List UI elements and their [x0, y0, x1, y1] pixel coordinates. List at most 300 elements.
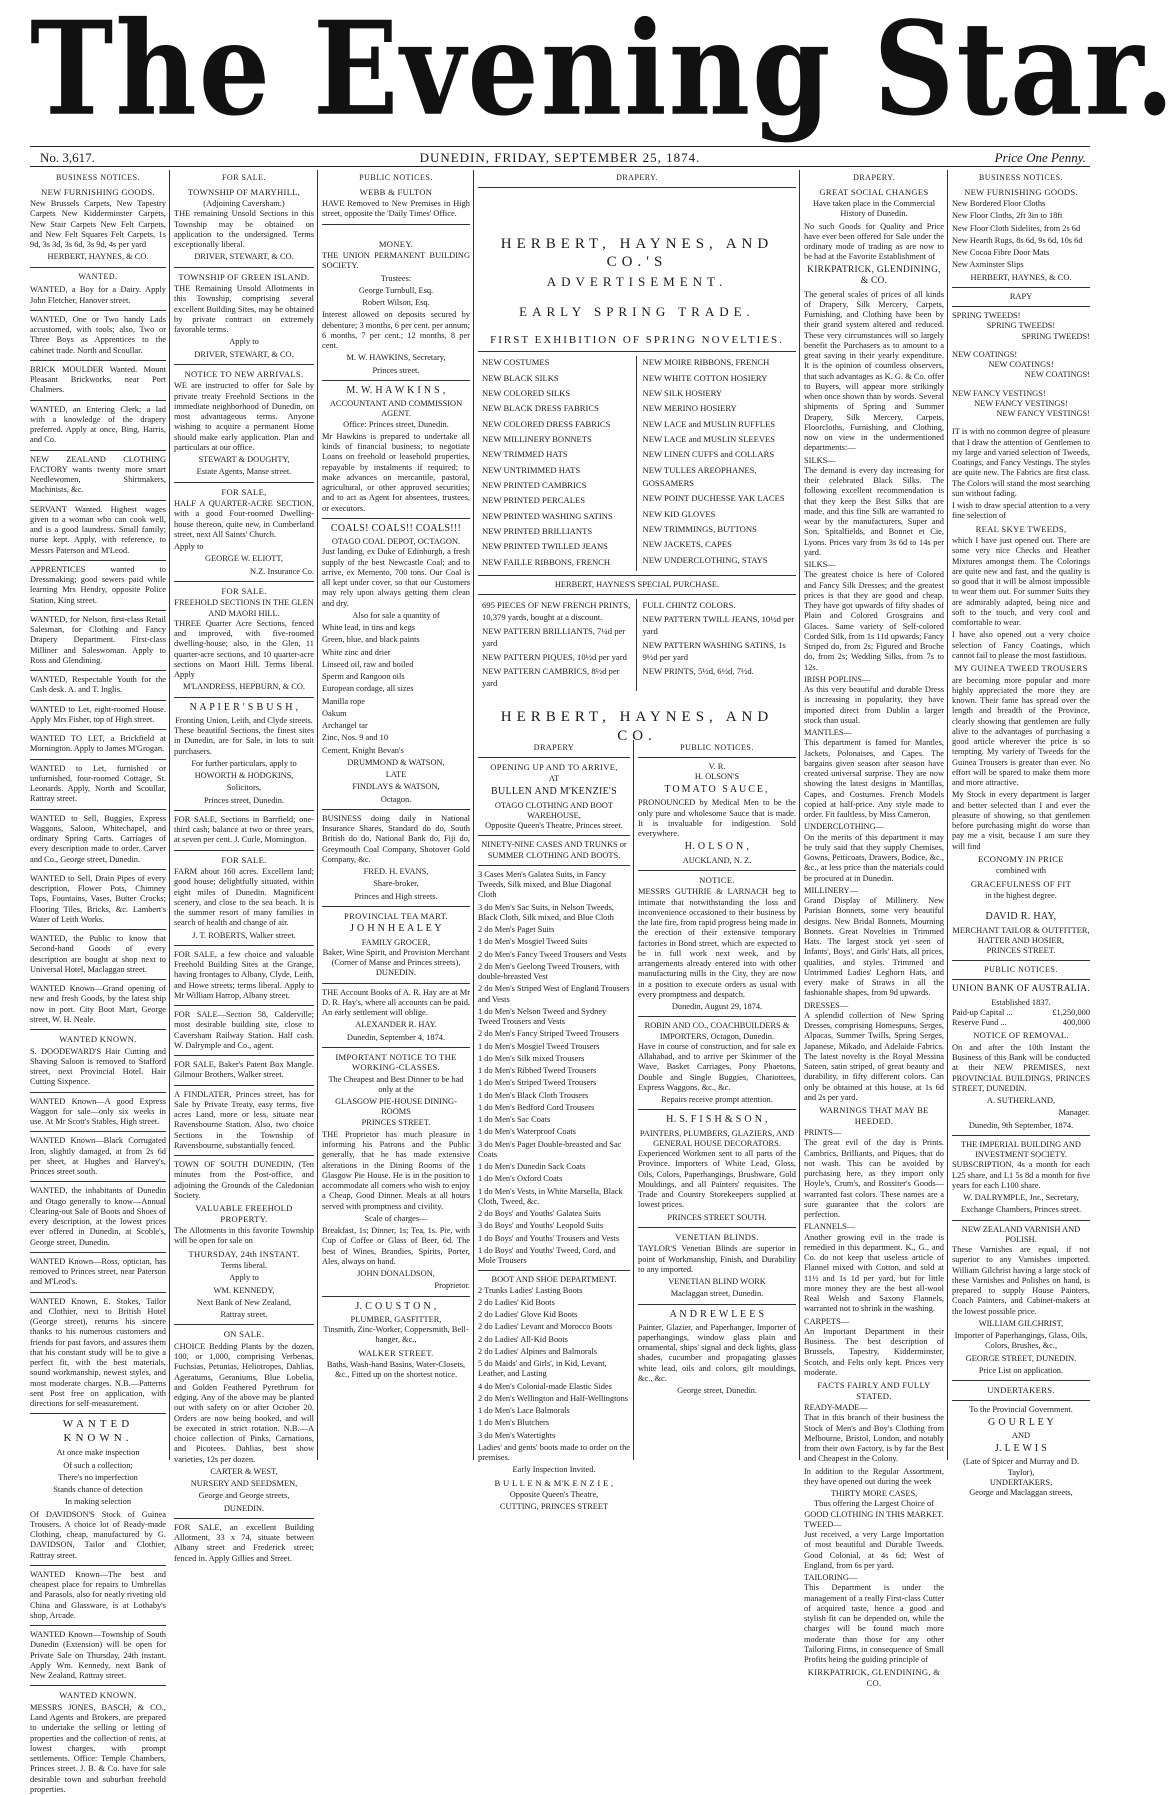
ad-signature: Princes street.	[372, 365, 420, 375]
ad-subtitle: NINETY-NINE CASES AND TRUNKS or SUMMER CLOTHING AND BOOTS.	[481, 840, 627, 860]
ad-signature: HERBERT, HAYNES, & CO.	[970, 272, 1072, 282]
reserve-row	[952, 1018, 1090, 1028]
ad-line: PRINCES STREET.	[361, 1117, 431, 1127]
list-item: NEW LINEN CUFFS and COLLARS	[642, 449, 775, 460]
list-item: NEW JACKETS, CAPES	[642, 539, 732, 550]
ad-title: KIRKPATRICK, GLENDINING, & CO.	[807, 264, 941, 287]
department-heading: DRESSES—	[804, 1000, 849, 1010]
ad-title: FOR SALE,	[221, 486, 267, 497]
list-item: 3 do Men's Paget Double-breasted and Sac Coats	[478, 1139, 622, 1159]
ad-body: A FINDLATER, Princes street, has for Sale by Private Treaty, easy terms, five acres Land, more or less, situate near Ravensbourne Station. Also, two choice Sections in the Township of Ravensbourne, substantially fenced.	[174, 1089, 314, 1150]
special-left	[478, 599, 637, 691]
ad-body: CHOICE Bedding Plants by the dozen, 100, or 1,000, comprising Verbenas, Fuchsias, Petunias, Heliotropes, Dahlias, Ageratums, Geraniums, Blue Lobelia, and Golden Feathered Pyrethrum for edging. Any of the above may be planted out with safety on or after October 20. Orders are now being booked, and will be executed in strict rotation. N.B.—A choice collection of Pinks, Carnations, and Picotees. Dahlias, best show varieties, 12s per dozen.	[174, 1341, 314, 1464]
ad-body: THE remaining Unsold Sections in this Township may be obtained on application to the undersigned. Terms exceptionally liberal.	[174, 209, 314, 250]
ad-body: My Stock in every department is larger and better selected than I and ever the pleasure of showing, so that gentlemen before purchasing might do worse than pay me a visit, because I am sure they will find	[952, 790, 1090, 851]
section-heading: BUSINESS NOTICES.	[978, 173, 1064, 182]
ad-subtitle: RAPY	[1009, 291, 1033, 301]
ad-subtitle: ECONOMY IN PRICE	[978, 853, 1064, 864]
ad-body: WANTED Known—Grand opening of new and fresh Goods, by the latest ship now in port. City Boot Mart, George street, W. H. Neale.	[30, 984, 166, 1024]
ad-line: Early Inspection Invited.	[512, 1465, 596, 1475]
department-heading: SILKS—	[804, 560, 836, 570]
ad-signature: CUTTING, PRINCES STREET	[499, 1502, 609, 1512]
special-right	[637, 599, 797, 691]
list-item: New Bordered Floor Cloths	[952, 199, 1046, 209]
dateline	[30, 146, 1090, 167]
newspaper-title: The Evening Star.	[30, 0, 1176, 145]
advert-signature: HERBERT, HAYNES, AND CO.	[500, 709, 774, 744]
ad-body: Breakfast, 1s; Dinner, 1s; Tea, 1s. Pie, with Cup of Coffee or Glass of Beer, 6d. The best of Wines, Brandies, Spirits, Porter, Ales, always on hand.	[322, 1226, 470, 1266]
list-item: 3 do Boys' and Youths' Leopold Suits	[478, 1221, 604, 1231]
department-body: As this very beautiful and durable Dress is increasing in popularity, they have imported direct from Dublin a larger stock than usual.	[804, 685, 944, 725]
boots-list	[478, 1286, 630, 1441]
ad-signature: Princes and High streets.	[354, 891, 438, 901]
department-heading: FLANNELS—	[804, 1222, 856, 1232]
reserve-label: Reserve Fund ...	[952, 1018, 1007, 1028]
ad-body: WANTED, Respectable Youth for the Cash desk. A. and T. Inglis.	[30, 675, 166, 695]
ad-line: Opposite Queen's Theatre, Princes street.	[485, 821, 623, 831]
ad-body: Baths, Wash-hand Basins, Water-Closets, &c., Fitted up on the shortest notice.	[326, 1360, 466, 1380]
ad-body: IT is with no common degree of pleasure that I draw the attention of Gentlemen to my large and varied selection of Tweeds, Coatings, and Fancy Vestings. The styles are quite new. The Fabrics are first class. The Colors will stand the most searching sun without fading.	[952, 427, 1090, 498]
ad-body: WANTED, One or Two handy Lads accustomed, with tools; also, Two or Three Boys as Apprentices to the cabinet trade. North and Scoullar.	[30, 314, 166, 355]
ad-title: M. W. H A W K I N S ,	[346, 384, 446, 396]
ad-subtitle: WARNINGS THAT MAY BE HEEDED.	[819, 1105, 929, 1126]
ad-apply: Apply to	[229, 337, 259, 347]
list-item: NEW FAILLE RIBBONS, FRENCH	[482, 556, 611, 567]
ad-signature: M. W. HAWKINS, Secretary,	[346, 353, 446, 363]
ad-signature: FINDLAYS & WATSON,	[352, 782, 440, 792]
department-list	[804, 1403, 944, 1465]
ad-signature: Manager.	[1058, 1108, 1090, 1118]
ad-signature: DRIVER, STEWART, & CO.	[194, 252, 294, 262]
ad-subtitle: ACCOUNTANT AND COMMISSION AGENT.	[329, 399, 463, 419]
ad-body: TOWN OF SOUTH DUNEDIN, (Ten minutes from the Post-office, and adjoining the Grounds of the Caledonian Society.	[174, 1160, 314, 1200]
ad-subtitle: FREEHOLD SECTIONS IN THE GLEN AND MAORI HILL.	[174, 598, 314, 618]
ad-line: To the Provincial Government.	[969, 1404, 1073, 1414]
ad-body: WANTED to Let, eight-roomed House. Apply Mrs Fisher, top of High street.	[30, 704, 166, 724]
department-heading: TAILORING—	[804, 1573, 858, 1583]
ad-body: In addition to the Regular Assortment, they have opened out during the week	[804, 1466, 944, 1486]
ad-line: Office: Princes street, Dunedin.	[343, 419, 449, 429]
list-item: 1 do Boys' and Youths' Tweed, Cord, and Mole Trousers	[478, 1245, 616, 1266]
list-item: 1 do Men's Vests, in White Marsella, Black Cloth, Tweed, &c.	[478, 1186, 623, 1206]
advert-title: HERBERT, HAYNES, AND CO.'S	[500, 235, 774, 271]
column-6	[804, 170, 944, 1688]
stairs-line: NEW FANCY VESTINGS!	[952, 388, 1046, 398]
list-item: 1 do Men's Silk mixed Trousers	[478, 1053, 585, 1063]
list-item: 1 do Men's Striped Tweed Trousers	[478, 1078, 597, 1088]
ad-line: AND	[1011, 1430, 1031, 1440]
ad-signature: GEORGE STREET, DUNEDIN.	[965, 1353, 1077, 1363]
ad-signature: N.Z. Insurance Co.	[250, 566, 314, 576]
ad-title: TOWNSHIP OF GREEN ISLAND.	[178, 271, 310, 282]
ad-subtitle: FACTS FAIRLY AND FULLY STATED.	[817, 1380, 931, 1401]
section-heading: BUSINESS NOTICES.	[55, 173, 141, 182]
ad-signature: A. SUTHERLAND,	[986, 1096, 1056, 1106]
ad-title: H. S. F I S H & S O N ,	[666, 1114, 768, 1126]
stairs-line: NEW FANCY VESTINGS!	[996, 409, 1090, 419]
list-item: NEW MILLINERY BONNETS	[482, 434, 592, 445]
list-item: NEW PATTERN CAMBRICS, 8½d per yard	[482, 666, 620, 689]
list-item: 1 do Men's Lace Balmorals	[478, 1406, 570, 1416]
ad-signature: DAVID R. HAY,	[985, 911, 1057, 923]
list-item: 1 do Men's Black Cloth Trousers	[478, 1090, 589, 1100]
ad-signature: PRINCES STREET.	[986, 946, 1056, 956]
ad-signature: VENETIAN BLIND WORK	[668, 1277, 766, 1287]
list-item: 3 do Men's Sac Suits, in Nelson Tweeds, Black Cloth, Silk mixed, and Blue Cloth	[478, 902, 614, 922]
department-heading: SILKS—	[804, 455, 836, 465]
ad-title: MONEY.	[378, 238, 414, 249]
ad-signature: HERBERT, HAYNES, & CO.	[47, 252, 149, 262]
ad-line: George and Maclaggan streets,	[969, 1488, 1073, 1498]
capital-label: Paid-up Capital ...	[952, 1007, 1013, 1017]
department-list	[804, 1128, 944, 1378]
wanted-ads-3	[30, 1570, 166, 1687]
list-item: 1 do Men's Nelson Tweed and Sydney Tweed Trousers and Vests	[478, 1006, 607, 1027]
department-body: The demand is every day increasing for their celebrated Black Silks. The following excellent recommendation is that they keep the Best Silks that are made, and this fine Silk are warranted to wear by the manufacturers, Super and Son, Spitalfields, and Bonnet et Cie, Lyons. Prices vary from 3s 6d to 14s per yard.	[804, 465, 944, 557]
special-list	[478, 599, 796, 691]
ad-subtitle: Fronting Union, Leith, and Clyde streets.	[175, 715, 313, 725]
special-purchase: HERBERT, HAYNES'S SPECIAL PURCHASE.	[554, 579, 720, 589]
department-heading: UNDERCLOTHING—	[804, 822, 885, 832]
ad-title: THE IMPERIAL BUILDING AND INVESTMENT SOCIETY.	[961, 1139, 1081, 1160]
department-body: Another growing evil in the trade is remedied in this department. K., G., and Co. do not keep that useless article of Flannel mixed with Cotton, and sold at 11½ and 1s 1d per yard, but for little more money they are the best all-wool Real Welsh and Saxony Flannels, warranted not to shrink in the washing.	[804, 1232, 944, 1314]
list-item: 1 do Men's Blutchers	[478, 1418, 550, 1428]
list-item: 2 Trunks Ladies' Lasting Boots	[478, 1285, 583, 1295]
department-heading: IRISH POPLINS—	[804, 674, 871, 684]
department-body: A splendid collection of New Spring Dresses, comprising Homespuns, Serges, Alpacas, Summer Twills, Spring Serges, Japanese, Mikado, and Adelaide Fabrics. The latest novelty is the Royal Messina Sateen, satin striped, of great beauty and durability, in fifty different colors. Can only be obtained at this house, at 1s 6d and 2s per yard.	[804, 1010, 944, 1102]
ad-body: SERVANT Wanted. Highest wages given to a woman who can cook well, and is a good laundress. Small family; nurse kept. Apply, with reference, to Messrs Paterson and M'Leod.	[30, 504, 166, 555]
department-heading: READY-MADE—	[804, 1403, 868, 1413]
ad-body: BUSINESS doing daily in National Insurance Shares, Standard do do, South British do do, National Bank do, Fiji do, Greymouth Coal Company, Shotover Gold Company, &c.	[322, 813, 470, 864]
list-item: 4 do Men's Colonial-made Elastic Sides	[478, 1381, 612, 1391]
ad-body: FARM about 160 acres. Excellent land; good house; delightfully situated, within eight miles of Dunedin. Magnificent scenery, and close to the sea beach. It is the summer resort of many families in search of health and change of air.	[174, 867, 314, 928]
ad-title: TOWNSHIP OF MARYHILL,	[187, 186, 301, 197]
ad-body: Baker, Wine Spirit, and Provision Merchant (Corner of Manse and Princes streets), DUNEDIN.	[322, 947, 470, 978]
ad-signature: Proprietor.	[434, 1281, 470, 1291]
ad-body: New Brussels Carpets, New Tapestry Carpets New Kidderminster Carpets, New Stair Carpets New Felt Carpets, and New Felt Squares Felt Carpets, 1s 9d, 3s 3d, 3s 6d, 3s 9d, 4s per yard	[30, 199, 166, 250]
clothing-list	[478, 870, 630, 1267]
ad-signature: AUCKLAND, N. Z.	[682, 855, 752, 865]
list-item: NEW TRIMMED HATS	[482, 449, 568, 460]
ad-title: A N D R E W L E E S	[669, 1308, 765, 1320]
ad-signature: CARTER & WEST,	[210, 1466, 278, 1476]
ad-subtitle: BOOT AND SHOE DEPARTMENT.	[491, 1275, 617, 1285]
list-item: There's no imperfection	[58, 1472, 138, 1482]
ad-body: BRICK MOULDER Wanted. Mount Pleasant Brickworks, near Port Chalmers.	[30, 364, 166, 395]
ad-signature: Maclaggan street, Dunedin.	[670, 1289, 764, 1299]
ad-body: Painter, Glazier, and Paperhanger, Importer of paperhangings, window glass plain and ornamental, ships' signal and deck lights, glass shades, cucumber and propagating glasses white lead, oils and colors, gilt mouldings, &c., &c.	[638, 1322, 796, 1383]
ad-line: Repairs receive prompt attention.	[661, 1095, 773, 1105]
ad-body: which I have just opened out. There are some very nice Checks and Heather Mixtures amongst them. The Colorings are quite new and fast, and the quality is so good that it will be almost impossible to wear them out. For summer Suits they are admirably adapted, being nice and soft to the touch, and very cool and comfortable to wear.	[952, 536, 1090, 628]
ad-apply: Apply to	[174, 542, 204, 552]
list-item: NEW BLACK DRESS FABRICS	[482, 403, 599, 414]
capital-row	[952, 1008, 1090, 1018]
list-item: New Floor Cloth Sidelites, from 2s 6d	[952, 223, 1081, 233]
advert-subtitle: EARLY SPRING TRADE.	[519, 304, 755, 320]
ad-title: FOR SALE.	[221, 585, 267, 596]
issue-date: DUNEDIN, FRIDAY, SEPTEMBER 25, 1874.	[419, 150, 701, 165]
ad-body: FOR SALE, Baker's Patent Box Mangle. Gilmour Brothers, Walker street.	[174, 1060, 314, 1080]
list-item: Archangel tar	[322, 721, 368, 731]
list-item: Stands chance of detection	[53, 1485, 143, 1495]
stairs-line: NEW COATINGS!	[1024, 370, 1090, 380]
ad-signature: Octagon.	[380, 794, 412, 804]
list-item: 2 do Ladies' Glove Kid Boots	[478, 1310, 578, 1320]
ad-title: COALS! COALS!! COALS!!!	[330, 522, 462, 534]
ad-body: FOR SALE—Section 58, Calderville; most desirable building site, close to Caversham Railway Station. Half cash. W. Dalrymple and Co., agent.	[174, 1010, 314, 1050]
ad-body: HAVE Removed to New Premises in High street, opposite the 'Daily Times' Office.	[322, 199, 470, 219]
furnishing-list	[952, 199, 1090, 271]
list-item: NEW MERINO HOSIERY	[642, 403, 737, 414]
stairs-line: SPRING TWEEDS!	[986, 321, 1056, 331]
ad-line: THIRTY MORE CASES,	[830, 1489, 918, 1499]
ad-body: The general scales of prices of all kinds of Drapery, Silk Mercery, Carpets, Furnishing, and Clothing have been by their grand system altered and reduced. These very circumstances will so largely benefit the Purchasers as to amount to a great saving in their yearly expenditure. It is the opinion of countless observers, that such advantages as K. G. & Co. offer to Buyers, will appear more strikingly when once shown than by words. Several shipments of Spring and Summer Drapery, Silk Mercery, Carpets, Floorcloths, Furnishing, and Clothing, now on view in the undermentioned departments:—	[804, 289, 944, 453]
reserve-value: 400,000	[1062, 1018, 1090, 1028]
list-item: 1 do Men's Dunedin Sack Coats	[478, 1162, 586, 1172]
list-item: White lead, in tins and kegs	[322, 623, 416, 633]
ad-title: NOTICE.	[699, 874, 735, 885]
ad-body: WANTED Known—A good Express Waggon for sale—only six weeks in use. At Mr Scott's Stables, High street.	[30, 1096, 166, 1127]
ad-subtitle: NOTICE OF REMOVAL.	[973, 1030, 1069, 1041]
department-list	[804, 1520, 944, 1666]
department-body: Grand Display of Millinery. New Parisian Bonnets, some very beautiful designs. New Bridal Bonnets, Mourning Bonnets. Great Novelties in Trimmed Hats. The largest stock yet seen of Infants', Boys', and Girls' Hats, all prices, qualities, and styles. Trimmed and Untrimmed Ladies' Leghorn Hats, and every make of Straws in all the fashionable shapes, from 9d upwards.	[804, 896, 944, 998]
ad-title: WANTED KNOWN.	[59, 1690, 137, 1701]
ad-body: WANTED, for Nelson, first-class Retail Salesman, for Clothing and Fancy Drapery Department. First-class Milliner and Saleswoman. Apply to Ross and Glendining.	[30, 614, 166, 665]
section-heading: DRAPERY.	[616, 173, 658, 182]
ad-date: Dunedin, September 4, 1874.	[346, 1032, 446, 1042]
ad-body: Experienced Workmen sent to all parts of the Province. Importers of White Lead, Gloss, Oils, Colors, Paperhangings, Brushware, Gold Mouldings, and all Painters' requisites. The Trade and Country Storekeepers supplied at lowest prices.	[638, 1149, 796, 1210]
ad-body: THREE Quarter Acre Sections, fenced and improved, with five-roomed dwelling-house; also, in the Glen, 11 quarter-acre sections, and 10 quarter-acre sections on Maori Hill. Terms liberal. Apply	[174, 618, 314, 680]
novelties-list	[478, 356, 796, 570]
department-heading: MILLINERY—	[804, 885, 858, 895]
department-body: The greatest choice is here of Colored and Fancy Silk Dresses; and the greatest prices is that they are good and cheap. They have got upwards of fifty shades of Plain and Colored Grosgrains and Glaces. Same variety of Self-colored Corded Silk, from 1s 11d upwards; Fancy Striped do, from 2s; Figured and Broche do, from 2s; Wedding Silks, from 7s to 12s.	[804, 570, 944, 672]
ad-body: Interest allowed on deposits secured by debenture; 3 months, 6 per cent. per annum; 6 months, 7 per cent.; 12 months, 8 per cent.	[322, 310, 470, 351]
list-item: Green, blue, and black paints	[322, 635, 420, 645]
drapery-advert	[478, 170, 796, 744]
ad-signature: STEWART & DOUGHTY,	[198, 455, 290, 465]
ad-body: MESSRS JONES, BASCH, & CO., Land Agents and Brokers, are prepared to undertake the selling or letting of properties and the collection of rents, at lowest charges, with prompt settlements. Office: Temple Chambers, Princes street. J. B. & Co. have for sale desirable town and suburban freehold properties.	[30, 1702, 166, 1794]
list-item: 2 do Men's Striped West of England Trousers and Vests	[478, 984, 630, 1004]
ad-title: BULLEN AND M'KENZIE'S	[490, 786, 617, 798]
ad-title: NEW FURNISHING GOODS.	[41, 186, 155, 197]
list-item: NEW UNTRIMMED HATS	[482, 464, 581, 475]
ad-body: THE Proprietor has much pleasure in informing his Patrons and the Public generally, that he has made extensive alterations in the Dining Rooms of the Glasgow Pie House. He is in the position to accommodate all comers who wish to enjoy a Cheap, Good Dinner. Meals at all hours served with promptness and civility.	[322, 1129, 470, 1211]
ad-body: WANTED Known, E. Stokes, Tailor and Clothier, next to British Hotel (George street), returns his sincere thanks to his numerous customers and friends for past favors, and assures them that his constant study will be to give a perfect fit, with the best materials, sound workmanship, newest styles, and most moderate charges. N.B.—Patterns sent Post free on application, with directions for self-measurement.	[30, 1296, 166, 1409]
ad-body: The Allotments in this favorite Township will be open for sale on	[174, 1226, 314, 1246]
masthead	[30, 0, 1176, 145]
ad-body: No such Goods for Quality and Price have ever been offered for Sale under the ordinary mode of trading as are now to be had at the Favorite Establishment of	[804, 221, 944, 262]
wanted-ads-2	[30, 1097, 166, 1415]
ad-signature: WM. KENNEDY,	[213, 1285, 275, 1295]
ad-title: J. C O U S T O N ,	[355, 1300, 437, 1312]
list-item: NEW LACE and MUSLIN RUFFLES	[642, 418, 776, 429]
ad-terms: Terms liberal.	[220, 1261, 268, 1271]
ad-date: Dunedin, August 29, 1874.	[671, 1002, 763, 1012]
list-item: 1 do Men's Sac Coats	[478, 1115, 551, 1125]
list-item: Zinc, Nos. 9 and 10	[322, 733, 389, 743]
ad-signature: W. DALRYMPLE, Jnr., Secretary,	[963, 1193, 1079, 1203]
stairs-block	[952, 389, 1090, 420]
stairs-line: SPRING TWEEDS!	[952, 311, 1021, 321]
ad-body: On and after the 10th Instant the Business of this Bank will be conducted at their NEW PREMISES, next PROVINCIAL BUILDINGS, PRINCES STREET, DUNEDIN.	[952, 1042, 1090, 1093]
ad-body: FOR SALE, Sections in Barrfield; one-third cash; balance at two or three years, at seven per cent. J. Curle, Mornington.	[174, 814, 314, 845]
list-item: 1 do Men's Oxford Coats	[478, 1174, 563, 1184]
ad-line: (Late of Spicer and Murray and D. Taylor),	[962, 1457, 1080, 1477]
ad-subtitle: PLUMBER, GASFITTER,	[350, 1314, 442, 1324]
ad-signature: George street, Dunedin.	[677, 1386, 757, 1396]
column-1	[30, 170, 166, 1794]
department-heading: PRINTS—	[804, 1128, 842, 1138]
ad-subtitle: (Adjoining Caversham.)	[203, 199, 285, 209]
ad-signature: DRUMMOND & WATSON,	[347, 757, 445, 767]
section-heading: PUBLIC NOTICES.	[359, 173, 433, 182]
list-item: 1 do Boys' and Youths' Trousers and Vests	[478, 1233, 620, 1243]
ad-signature: WILLIAM GILCHRIST,	[978, 1318, 1064, 1328]
goods-list	[322, 623, 470, 756]
list-item: NEW PRINTED TWILLED JEANS	[482, 541, 608, 552]
list-item: NEW PATTERN TWILL JEANS, 10½d per yard	[642, 614, 795, 637]
column-4-bottom	[478, 740, 630, 1512]
list-item: Sperm and Rangoon oils	[322, 672, 405, 682]
ad-signature: GEORGE W. ELIOTT,	[205, 554, 283, 564]
list-item: NEW PRINTED CAMBRICS	[482, 479, 587, 490]
column-5-bottom	[638, 740, 796, 1460]
ad-apply: Apply to	[229, 1273, 259, 1283]
ad-subtitle: GRACEFULNESS OF FIT	[970, 878, 1072, 889]
ad-signature: G O U R L E Y	[988, 1416, 1054, 1428]
ad-title: H. OLSON'S	[694, 772, 740, 781]
ad-body: WANTED to Sell, Drain Pipes of every description, Flower Pots, Chimney Tops, Fountains, Vases, Butter Crocks; Flooring Tiles, Bricks, &c. Lambert's Water of Leith Works.	[30, 873, 166, 924]
ad-title: UNION BANK OF AUSTRALIA.	[952, 984, 1090, 995]
list-item: 2 do Men's Paget Suits	[478, 925, 555, 935]
list-item: In making selection	[64, 1497, 132, 1507]
ad-line: GOOD CLOTHING IN THIS MARKET.	[804, 1509, 944, 1519]
ad-body: WANTED, an Entering Clerk; a lad with a knowledge of the drapery preferred. Apply at once, Bing, Harris, and Co.	[30, 404, 166, 445]
ad-line: Trustees:	[380, 273, 412, 283]
ad-body: These beautiful Sections, the finest sites in Dunedin, are for Sale, in lots to suit purchasers.	[174, 726, 314, 756]
ad-signature: H. O L S O N ,	[684, 841, 750, 853]
ad-subtitle: PAINTERS, PLUMBERS, GLAZIERS, AND GENERAL HOUSE DECORATORS.	[639, 1128, 795, 1148]
novelties-right	[637, 356, 797, 570]
ad-body: FOR SALE, a few choice and valuable Freehold Building Sites at the Grange, having frontages to Albany, Clyde, Leith, and Howe streets; terms liberal. Apply to Mr William Harrop, Albany street.	[174, 949, 314, 1000]
advert-subtitle: ADVERTISEMENT.	[546, 274, 728, 290]
section-heading: FOR SALE.	[221, 173, 267, 182]
department-body: On the merits of this department it may be truly said that they supply Chemises, Gowns, Petticoats, Drawers, Bodice, &c., &c., at less price than the materials could be procured at in Dunedin.	[804, 832, 944, 883]
ad-body: WANTED Known—The best and cheapest place for repairs to Umbrellas and Parasols, also for neatly riveting old China and Glassware, is at Lothaby's shop, Arcade.	[30, 1569, 166, 1620]
list-item: 1 do Men's Mosgiel Tweed Trousers	[478, 1041, 600, 1051]
ad-title: VENETIAN BLINDS.	[675, 1231, 759, 1242]
dateline-rule	[30, 166, 1090, 167]
department-body: This department is famed for Mantles, Jackets, Polonaises, and Capes. The bargains given season after season have created universal surprise. They are now showing the latest designs in Mantillas, Capes, and Costumes. French Models copied at half-price. Any style made to order. Fit faultless, by Miss Cameron.	[804, 738, 944, 820]
ad-signature: JOHN DONALDSON,	[357, 1269, 435, 1279]
ad-signature: Importer of Paperhangings, Glass, Oils, Colors, Brushes, &c.,	[954, 1331, 1088, 1351]
ad-body: MESSRS GUTHRIE & LARNACH beg to intimate that notwithstanding the loss and inconvenience occasioned to their business by the late fire, from rapid progress being made in the erection of their extensive temporary factories in Bond street, which are expected to be in full work next week, and by arrangements already entered into with other manufacturing mills in the City, they are now in a position to execute orders as usual with every promptness and despatch.	[638, 887, 796, 999]
ad-date: THURSDAY, 24th INSTANT.	[188, 1248, 300, 1259]
section-heading: PUBLIC NOTICES.	[680, 743, 754, 752]
list-item: 3 Cases Men's Galatea Suits, in Fancy Tweeds, Silk mixed, and Blue Diagonal Cloth	[478, 869, 612, 900]
ad-title: FOR SALE.	[221, 854, 267, 865]
ad-line: AT	[548, 774, 560, 784]
list-item: NEW TULLES AREOPHANES, GOSSAMERS	[642, 464, 757, 488]
ad-line: Also for sale a quantity of	[352, 610, 440, 620]
list-item: NEW TRIMMINGS, BUTTONS	[642, 523, 757, 534]
ad-signature: HOWORTH & HODGKINS,	[194, 771, 294, 781]
ad-line: Robert Wilson, Esq.	[362, 298, 430, 308]
ad-title: WANTED KNOWN.	[62, 1418, 134, 1444]
ad-body: Tinsmith, Zinc-Worker, Coppersmith, Bell-hanger, &c.,	[323, 1325, 469, 1345]
column-2	[174, 170, 314, 1563]
ad-subtitle: MY GUINEA TWEED TROUSERS	[954, 663, 1088, 674]
ad-body: WANTED, the inhabitants of Dunedin and Otago generally to know—Annual Clearing-out Sale of Boots and Shoes of every description, at the lowest prices ever offered in Dunedin, at Scoble's, George street, Dunedin.	[30, 1186, 166, 1247]
list-item: 2 do Ladies' Kid Boots	[478, 1297, 555, 1307]
list-item: New Axminster Slips	[952, 260, 1024, 270]
ad-signature: Estate Agents, Manse street.	[196, 467, 292, 477]
list-item: New Floor Cloths, 2ft 3in to 18ft	[952, 211, 1063, 221]
list-item: NEW BLACK SILKS	[482, 372, 559, 383]
ad-body: NEW ZEALAND CLOTHING FACTORY wants twenty more smart Needlewomen, Shirtmakers, Machinists, &c.	[30, 454, 166, 495]
list-item: Oakum	[322, 708, 347, 718]
ad-signature: J. T. ROBERTS, Walker street.	[192, 930, 296, 940]
ad-body: Just landing, ex Duke of Edinburgh, a fresh supply of the best Newcastle Coal; and to arrive, ex Memento, 700 tons. Our Coal is all kept under cover, so that our Customers may rely upon always getting them clean and dry.	[322, 547, 470, 608]
list-item: NEW UNDERCLOTHING, STAYS	[642, 554, 768, 565]
list-item: NEW PATTERN BRILLIANTS, 7¼d per yard	[482, 626, 626, 649]
ad-body: Have taken place in the Commercial History of Dunedin.	[812, 199, 936, 219]
stairs-line: NEW FANCY VESTINGS!	[974, 398, 1068, 408]
list-item: NEW WHITE COTTON HOSIERY	[642, 372, 768, 383]
list-item: 2 do Men's Wellington and Half-Wellingtons	[478, 1393, 629, 1403]
ad-subtitle: WALKER STREET.	[358, 1347, 434, 1358]
ad-subtitle: OTAGO CLOTHING AND BOOT WAREHOUSE,	[494, 800, 614, 820]
ad-signature: HATTER AND HOSIER,	[977, 935, 1065, 945]
list-item: Of such a collection;	[63, 1460, 133, 1470]
ad-body: These Varnishes are equal, if not superior to any Varnishes imported. William Gilchrist having a large stock of these Varnishes and Polishes on hand, is prepared to supply House Painters, Coach Painters, and Cabinet-makers at the lowest possible price.	[952, 1245, 1090, 1316]
ad-body: WANTED Known—Ross, optician, has removed to Princes street, near Paterson and M'Leod's.	[30, 1256, 166, 1287]
ad-body: Ladies' and gents' boots made to order on the premises.	[478, 1442, 630, 1463]
ad-body: Of DAVIDSON'S Stock of Guinea Trousers. A choice lot of Ready-made Clothing, cheap, manufactured by G. DAVIDSON, Tailor and Clothier, Rattray street.	[30, 1509, 166, 1560]
list-item: 2 do Boys' and Youths' Galatea Suits	[478, 1209, 601, 1219]
list-item: White zinc and drier	[322, 647, 391, 657]
wanted-ads	[30, 285, 166, 1030]
list-item: NEW LACE and MUSLIN SLEEVES	[642, 434, 776, 445]
ad-title: NEW ZEALAND VARNISH AND POLISH.	[961, 1224, 1081, 1244]
list-item: NEW PATTERN WASHING SATINS, 1s 9½d per yard	[642, 640, 786, 663]
list-item: NEW PRINTED BRILLIANTS	[482, 525, 593, 536]
ad-signature: Next Bank of New Zealand,	[196, 1297, 292, 1307]
list-item: NEW PRINTED WASHING SATINS	[482, 510, 613, 521]
ad-signature: Rattray street.	[220, 1310, 268, 1320]
ad-line: Scale of charges—	[364, 1213, 428, 1223]
ad-signature: Price List on application.	[978, 1365, 1064, 1375]
ad-title: GREAT SOCIAL CHANGES	[819, 186, 929, 197]
column-7	[952, 170, 1090, 1498]
department-heading: CARPETS—	[804, 1316, 850, 1326]
ad-line: George Turnbull, Esq.	[358, 285, 434, 295]
ad-body: I have also opened out a very choice selection of Fancy Coatings, which cannot fail to please the most fastidious.	[952, 630, 1090, 660]
ad-body: WE are instructed to offer for Sale by private treaty Freehold Sections in the immediate neighborhood of Dunedin, on most advantageous terms. Anyone wishing to acquire a permanent Home should make early application. Plan and particulars at our office.	[174, 381, 314, 452]
list-item: NEW KID GLOVES	[642, 508, 716, 519]
ad-body: The Cheapest and Best Dinner to be had only at the	[328, 1074, 464, 1094]
ad-signature: Opposite Queen's Theatre,	[509, 1490, 599, 1500]
column-3	[322, 170, 470, 1460]
ad-body: WANTED, the Public to know that Second-hand Goods of every description are bought at shop next to Universal Hotel, Maclaggan street.	[30, 934, 166, 974]
list-item: 3 do Men's Watertights	[478, 1430, 556, 1440]
section-heading: PUBLIC NOTICES.	[984, 965, 1058, 975]
list-item: NEW SILK HOSIERY	[642, 388, 723, 399]
ad-title: NEW FURNISHING GOODS.	[964, 186, 1078, 197]
list-item: New Hearth Rugs, 8s 6d, 9s 6d, 10s 6d	[952, 235, 1083, 245]
ad-title: PROVINCIAL TEA MART.	[344, 910, 448, 921]
stairs-line: NEW COATINGS!	[988, 360, 1054, 370]
